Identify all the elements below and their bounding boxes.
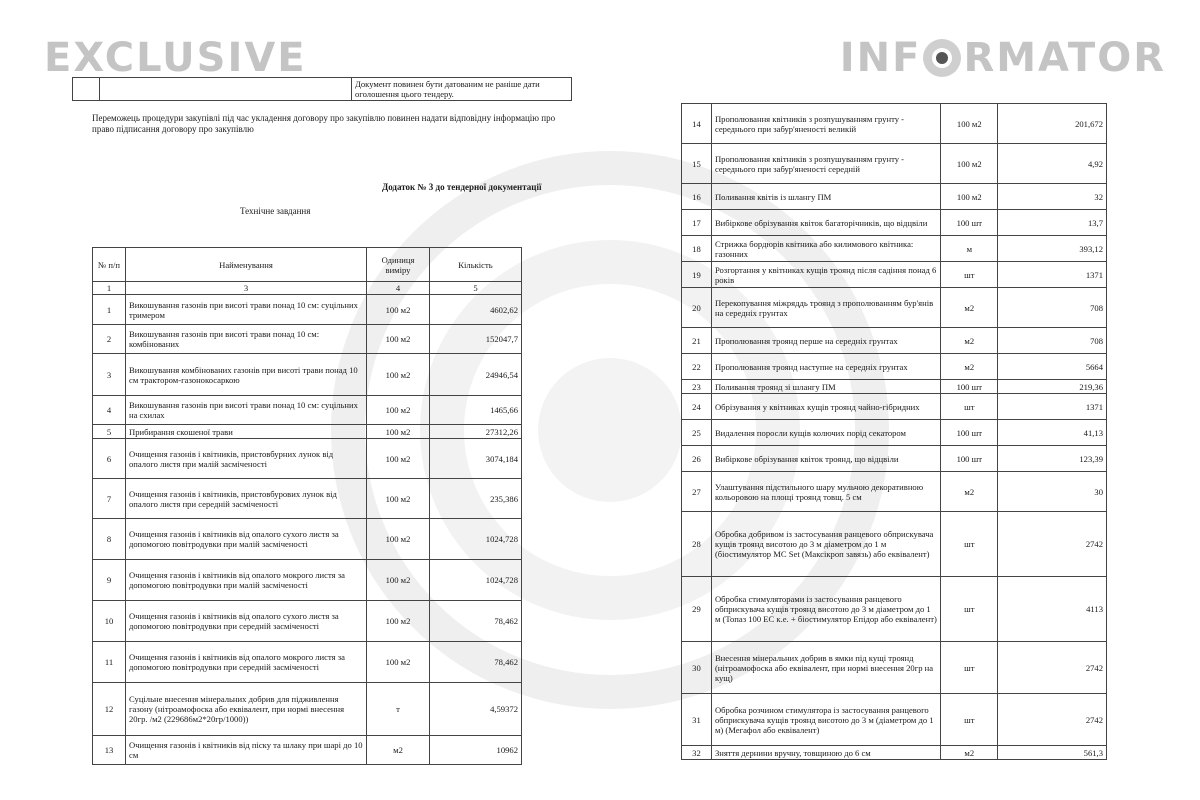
row-qty: 1371 [998,394,1107,420]
row-name: Видалення поросли кущів колючих порід секатором [711,420,940,446]
row-unit: шт [941,512,998,577]
row-name: Обробка розчином стимулятора із застосування ранцевого обприскувача кущів троянд висотою до 3 м (діаметром до 1 м) (Мегафол або еквівалент) [711,694,940,746]
row-unit: 100 м2 [367,439,430,479]
row-qty: 708 [998,288,1107,328]
row-name: Викошування газонів при висоті трави понад 10 см: суцільних на схилах [126,396,367,425]
row-name: Зняття дернини вручну, товщиною до 6 см [711,746,940,760]
row-number: 5 [93,425,126,439]
brand-informator-part-1: INF [839,35,922,81]
row-qty: 27312,26 [430,425,522,439]
row-number: 28 [682,512,712,577]
row-unit: 100 м2 [367,354,430,396]
row-qty: 219,36 [998,380,1107,394]
row-qty: 4,92 [998,144,1107,184]
row-number: 6 [93,439,126,479]
row-unit: 100 шт [941,446,998,472]
col-number: 1 [93,282,126,295]
row-qty: 78,462 [430,601,522,642]
row-name: Поливання квітів із шлангу ПМ [711,184,940,210]
row-number: 25 [682,420,712,446]
technical-task-subtitle: Технічне завдання [240,206,311,216]
row-name: Перекопування міжряддь троянд з прополюванням бур'янів на середніх грунтах [711,288,940,328]
table-row [682,642,1107,694]
row-unit: 100 м2 [367,642,430,683]
row-name: Розгортання у квітниках кущів троянд після садіння понад 6 років [711,262,940,288]
row-qty: 78,462 [430,642,522,683]
row-number: 10 [93,601,126,642]
row-qty: 32 [998,184,1107,210]
row-qty: 1024,728 [430,560,522,601]
row-qty: 24946,54 [430,354,522,396]
row-number: 24 [682,394,712,420]
row-qty: 2742 [998,512,1107,577]
table-row [682,288,1107,328]
row-number: 26 [682,446,712,472]
row-number: 20 [682,288,712,328]
row-unit: 100 м2 [941,104,998,144]
row-qty: 5664 [998,354,1107,380]
header-unit: Одиниця виміру [367,248,430,282]
tech-table-right [681,103,1107,760]
row-number: 3 [93,354,126,396]
row-number: 1 [93,295,126,325]
top-note-text: Документ повинен бути датованим не раніше дати оголошення цього тендеру. [352,78,572,101]
row-qty: 4602,62 [430,295,522,325]
row-number: 13 [93,736,126,765]
row-number: 29 [682,577,712,642]
row-unit: шт [941,642,998,694]
row-number: 15 [682,144,712,184]
row-number: 11 [93,642,126,683]
tech-table-left [92,247,522,765]
row-name: Поливання троянд зі шлангу ПМ [711,380,940,394]
row-qty: 201,672 [998,104,1107,144]
table-row [682,354,1107,380]
row-unit: 100 шт [941,380,998,394]
row-qty: 152047,7 [430,325,522,354]
table-row [682,746,1107,760]
table-row [93,642,522,683]
col-number: 4 [367,282,430,295]
row-name: Очищення газонів і квітників, пристовбурових лунок від опалого листя при середній засміченості [126,479,367,519]
annex-title: Додаток № 3 до тендерної документації [382,182,542,192]
row-unit: шт [941,577,998,642]
row-name: Очищення газонів і квітників від опалого сухого листя за допомогою повітродувки при малій засміченості [126,519,367,560]
row-number: 7 [93,479,126,519]
row-number: 8 [93,519,126,560]
table-row [682,420,1107,446]
row-number: 18 [682,236,712,262]
table-row [93,601,522,642]
table-row [93,295,522,325]
table-row [682,210,1107,236]
row-name: Очищення газонів і квітників, пристовбурних лунок від опалого листя при малій засміченості [126,439,367,479]
row-name: Прополювання квітників з розпушуванням грунту - середнього при забур'яненості середній [711,144,940,184]
top-note-table [72,77,572,101]
table-row [682,144,1107,184]
row-unit: 100 м2 [367,479,430,519]
row-number: 32 [682,746,712,760]
row-qty: 10962 [430,736,522,765]
table-row [682,694,1107,746]
row-name: Викошування комбінованих газонів при висоті трави понад 10 см трактором-газонокосаркою [126,354,367,396]
header-name: Найменування [126,248,367,282]
row-number: 12 [93,683,126,736]
row-name: Вибіркове обрізування квіток багаторічників, що відцвіли [711,210,940,236]
table-row [93,354,522,396]
row-qty: 561,3 [998,746,1107,760]
row-qty: 123,39 [998,446,1107,472]
row-unit: 100 шт [941,420,998,446]
row-name: Прибирання скошеної трави [126,425,367,439]
row-number: 22 [682,354,712,380]
row-number: 2 [93,325,126,354]
row-number: 30 [682,642,712,694]
header-num: № п/п [93,248,126,282]
row-unit: 100 м2 [367,519,430,560]
row-unit: м2 [367,736,430,765]
row-qty: 2742 [998,694,1107,746]
row-qty: 1024,728 [430,519,522,560]
row-name: Обрізування у квітниках кущів троянд чайно-гібридних [711,394,940,420]
row-unit: т [367,683,430,736]
row-qty: 4113 [998,577,1107,642]
row-name: Викошування газонів при висоті трави понад 10 см: суцільних тримером [126,295,367,325]
row-number: 9 [93,560,126,601]
row-name: Улаштування підстильного шару мульчою декоративною кольоровою на площі троянд товщ. 5 см [711,472,940,512]
header-qty: Кількість [430,248,522,282]
row-unit: м2 [941,746,998,760]
row-name: Суцільне внесення мінеральних добрив для підживлення газону (нітроамофоска або еквівалент, при нормі внесення 20гр. /м2 (229686м2*20гр/1000)) [126,683,367,736]
table-row [93,560,522,601]
row-unit: шт [941,394,998,420]
row-number: 31 [682,694,712,746]
row-number: 14 [682,104,712,144]
row-qty: 2742 [998,642,1107,694]
table-row [682,262,1107,288]
table-row [682,394,1107,420]
row-unit: м2 [941,472,998,512]
table-row [682,236,1107,262]
col-number: 3 [126,282,367,295]
top-note-cell-empty-2 [100,78,352,101]
row-unit: м2 [941,288,998,328]
row-qty: 1465,66 [430,396,522,425]
row-qty: 13,7 [998,210,1107,236]
row-qty: 41,13 [998,420,1107,446]
row-unit: 100 м2 [367,601,430,642]
row-name: Стрижка бордюрів квітника або килимового квітника: газонних [711,236,940,262]
row-number: 16 [682,184,712,210]
table-row [93,479,522,519]
contract-paragraph: Переможець процедури закупівлі під час укладення договору про закупівлю повинен надати відповідну інформацію про право підписання договору про закупівлю [92,113,556,134]
row-qty: 3074,184 [430,439,522,479]
table-row [682,380,1107,394]
row-unit: 100 м2 [941,144,998,184]
row-unit: шт [941,262,998,288]
col-number: 5 [430,282,522,295]
brand-informator [839,35,1166,81]
table-row [93,439,522,479]
row-name: Прополювання квітників з розпушуванням грунту - середнього при забур'яненості великій [711,104,940,144]
row-name: Прополювання троянд наступне на середніх грунтах [711,354,940,380]
table-row [93,325,522,354]
row-name: Очищення газонів і квітників від опалого мокрого листя за допомогою повітродувки при малій засміченості [126,560,367,601]
table-row [93,736,522,765]
row-name: Обробка стимуляторами із застосування ранцевого обприскувача кущів троянд висотою до 3 м діаметром до 1 м (Топаз 100 ЕС к.е. + біостимулятор Епідор або еквівалент) [711,577,940,642]
row-unit: шт [941,694,998,746]
row-qty: 4,59372 [430,683,522,736]
row-unit: 100 шт [941,210,998,236]
row-name: Очищення газонів і квітників від опалого мокрого листя за допомогою повітродувки при середній засміченості [126,642,367,683]
row-name: Обробка добривом із застосування ранцевого обприскувача кущів троянд висотою до 3 м діаметром до 1 м (біостимулятор МС Set (Максікроп завязь) або еквівалент) [711,512,940,577]
table-row [682,184,1107,210]
brand-informator-part-2: RMATOR [963,35,1166,81]
top-note-cell-empty [73,78,100,101]
row-name: Прополювання троянд перше на середніх грунтах [711,328,940,354]
row-number: 17 [682,210,712,236]
row-unit: м2 [941,354,998,380]
row-name: Очищення газонів і квітників від піску та шлаку при шарі до 10 см [126,736,367,765]
row-unit: 100 м2 [367,325,430,354]
row-name: Очищення газонів і квітників від опалого сухого листя за допомогою повітродувки при середній засміченості [126,601,367,642]
row-qty: 30 [998,472,1107,512]
row-qty: 1371 [998,262,1107,288]
row-qty: 708 [998,328,1107,354]
table-row [93,396,522,425]
row-name: Викошування газонів при висоті трави понад 10 см: комбінованих [126,325,367,354]
table-row [93,425,522,439]
informator-eye-icon [923,39,961,77]
row-number: 27 [682,472,712,512]
table-row [682,577,1107,642]
table-row [682,472,1107,512]
row-number: 21 [682,328,712,354]
brand-exclusive: EXCLUSIVE [44,35,307,81]
row-unit: м2 [941,328,998,354]
row-number: 23 [682,380,712,394]
row-unit: 100 м2 [367,425,430,439]
table-row [93,683,522,736]
row-name: Вибіркове обрізування квіток троянд, що відцвіли [711,446,940,472]
row-number: 4 [93,396,126,425]
row-qty: 235,386 [430,479,522,519]
row-number: 19 [682,262,712,288]
row-unit: 100 м2 [367,295,430,325]
row-unit: 100 м2 [367,396,430,425]
row-name: Внесення мінеральних добрив в ямки під кущі троянд (нітроамофоска або еквівалент, при нормі внесення 20гр на кущ) [711,642,940,694]
table-row [93,519,522,560]
row-qty: 393,12 [998,236,1107,262]
row-unit: 100 м2 [941,184,998,210]
table-row [682,446,1107,472]
table-row [682,512,1107,577]
table-row [682,104,1107,144]
row-unit: 100 м2 [367,560,430,601]
table-row [682,328,1107,354]
row-unit: м [941,236,998,262]
